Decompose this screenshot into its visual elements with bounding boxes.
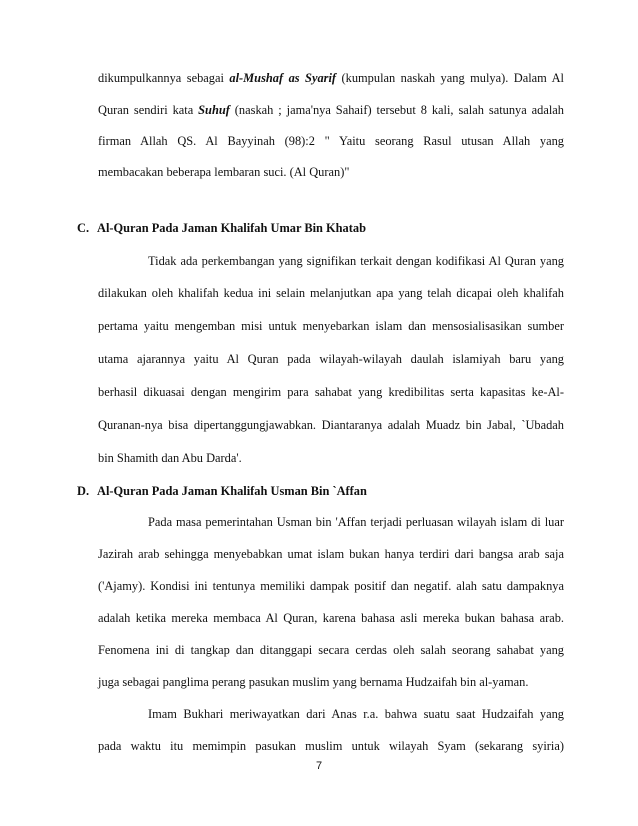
paragraph-line: bin Shamith dan Abu Darda'.: [98, 451, 242, 465]
paragraph-line: [98, 102, 564, 118]
section-heading-c: [77, 220, 366, 236]
paragraph-line: Fenomena ini di tangkap dan ditanggapi secara cerdas oleh salah seorang sahabat yang: [98, 643, 564, 657]
paragraph-line: dilakukan oleh khalifah kedua ini selain melanjutkan apa yang telah dicapai oleh khalifah: [98, 286, 564, 300]
page-number: 7: [315, 760, 323, 772]
section-title: Al-Quran Pada Jaman Khalifah Umar Bin Khatab: [97, 221, 366, 235]
paragraph-line: juga sebagai panglima perang pasukan muslim yang bernama Hudzaifah bin al-yaman.: [98, 675, 529, 689]
text-span: Quran sendiri kata: [98, 103, 199, 117]
paragraph-line: [98, 70, 564, 86]
paragraph-line: Tidak ada perkembangan yang signifikan terkait dengan kodifikasi Al Quran yang: [148, 254, 564, 268]
emphasis-term: Suhuf: [198, 103, 230, 117]
paragraph-line: adalah ketika mereka membaca Al Quran, karena bahasa asli mereka bukan bahasa arab.: [98, 611, 564, 625]
section-letter: D.: [77, 484, 90, 498]
paragraph-line: Pada masa pemerintahan Usman bin 'Affan terjadi perluasan wilayah islam di luar: [148, 515, 564, 529]
paragraph-line: ('Ajamy). Kondisi ini tentunya memiliki dampak positif dan negatif. alah satu dampaknya: [98, 579, 564, 593]
paragraph-line: membacakan beberapa lembaran suci. (Al Quran)": [98, 165, 350, 179]
section-heading-d: [77, 483, 367, 499]
paragraph-line: pada waktu itu memimpin pasukan muslim untuk wilayah Syam (sekarang syiria): [98, 739, 564, 753]
paragraph-line: Imam Bukhari meriwayatkan dari Anas r.a. bahwa suatu saat Hudzaifah yang: [148, 707, 564, 721]
emphasis-term: al-Mushaf as Syarif: [229, 71, 337, 85]
paragraph-line: Quranan-nya bisa dipertanggungjawabkan. Diantaranya adalah Muadz bin Jabal, `Ubadah: [98, 418, 564, 432]
paragraph-line: firman Allah QS. Al Bayyinah (98):2 " Yaitu seorang Rasul utusan Allah yang: [98, 134, 564, 148]
paragraph-line: utama ajarannya yaitu Al Quran pada wilayah-wilayah daulah islamiyah baru yang: [98, 352, 564, 366]
section-letter: C.: [77, 221, 90, 235]
text-span: (naskah ; jama'nya Sahaif) tersebut 8 kali, salah satunya adalah: [229, 103, 564, 117]
paragraph-line: berhasil dikuasai dengan mengirim para sahabat yang kredibilitas serta kapasitas ke-Al-: [98, 385, 564, 399]
section-title: Al-Quran Pada Jaman Khalifah Usman Bin `Affan: [97, 484, 367, 498]
paragraph-line: Jazirah arab sehingga menyebabkan umat islam bukan hanya terdiri dari bangsa arab saja: [98, 547, 564, 561]
text-span: (kumpulan naskah yang mulya). Dalam Al: [336, 71, 564, 85]
paragraph-line: pertama yaitu mengemban misi untuk menyebarkan islam dan mensosialisasikan sumber: [98, 319, 564, 333]
text-span: dikumpulkannya sebagai: [98, 71, 230, 85]
